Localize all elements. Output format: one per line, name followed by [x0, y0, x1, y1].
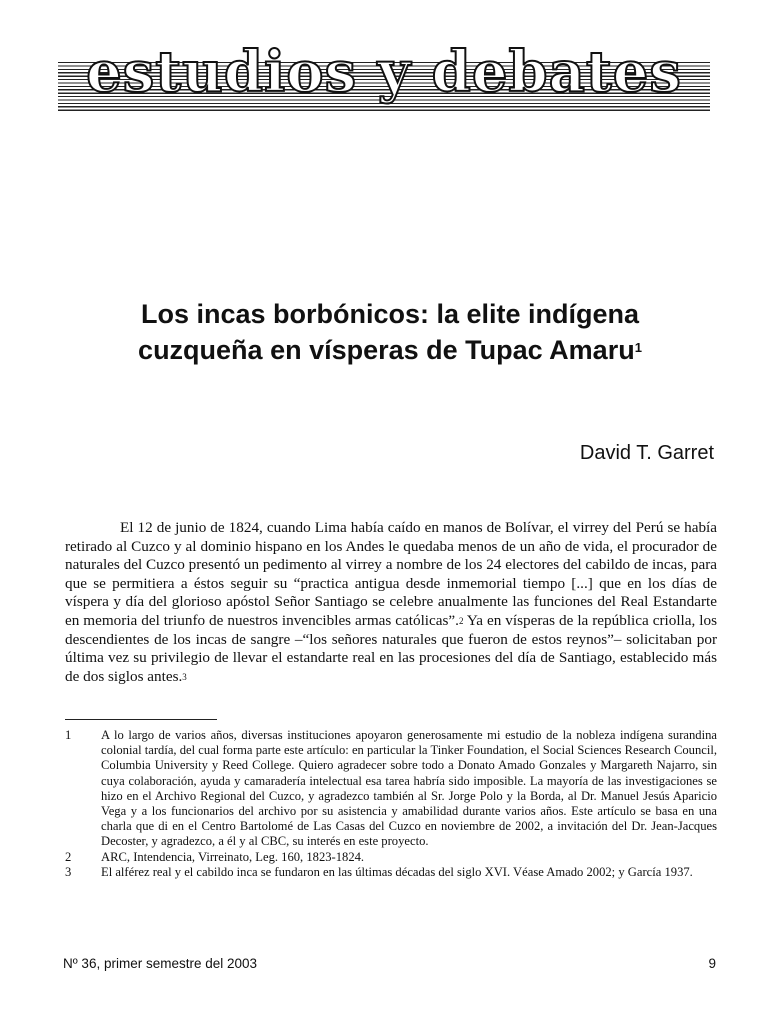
footnote-number: 3 [65, 864, 72, 879]
article-title-line-1: Los incas borbónicos: la elite indígena [140, 299, 640, 329]
author-name: David T. Garret [579, 442, 714, 464]
footnote-item [65, 865, 717, 880]
footnote-text: ARC, Intendencia, Virreinato, Leg. 160, 1823-1824. [101, 849, 365, 864]
footnote-text: El alférez real y el cabildo inca se fundaron en las últimas décadas del siglo XVI. Véase Amado 2002; y García 1937. [101, 864, 693, 879]
footnote-number: 1 [65, 728, 72, 742]
footnote-divider [65, 719, 217, 720]
footer-issue: Nº 36, primer semestre del 2003 [63, 956, 258, 971]
article-title-line-2-text: cuzqueña en vísperas de Tupac Amaru [138, 335, 635, 365]
article-title [60, 296, 720, 368]
footnote-number: 2 [65, 849, 72, 864]
footnote-text: A lo largo de varios años, diversas instituciones apoyaron generosamente mi estudio de la nobleza indígena surandina colonial tardía, del cual forma parte este artículo: en particular la Tinker Foundation, el Social Sciences Research Council, Columbia University y Reed College. Quiero agradecer sobre todo a Donato Amado Gonzales y Margareth Najarro, sin cuya colaboración, ayuda y camaradería intelectual esa tarea habría sido imposible. La mayoría de las investigaciones se hizo en el Archivo Regional del Cuzco, y agradezco también al Sr. Jorge Polo y la Borda, al Dr. Manuel Jesús Aparicio Vega y a los funcionarios del archivo por su asistencia y amabilidad durante varios años. Este artículo se basa en una charla que di en el Centro Bartolomé de Las Casas del Cuzco en noviembre de 2002, a invitación del Dr. Jean-Jacques Decoster, y agradezco, a él y al CBC, su interés en este proyecto. [101, 728, 717, 849]
page-number: 9 [708, 956, 716, 971]
footnotes-list [65, 728, 717, 880]
body-text-part-2: Ya en vísperas de la república criolla, los descendientes de los incas de sangre –“los señores naturales que fueron de estos reynos”– solicitaban por última vez su privilegio de llevar el estandarte real en las procesiones del día de Santiago, establecido más de dos siglos antes. [65, 611, 717, 685]
footnote-marker-2[interactable]: 2 [458, 615, 464, 626]
section-title: estudios y debates [86, 39, 682, 105]
footnote-marker-3[interactable]: 3 [182, 671, 187, 682]
article-title-line-2 [60, 332, 720, 368]
footnote-item [65, 850, 717, 865]
title-footnote-marker[interactable]: 1 [634, 340, 642, 355]
section-banner [58, 39, 710, 114]
body-paragraph [65, 519, 717, 686]
body-text-part-1: El 12 de junio de 1824, cuando Lima había caído en manos de Bolívar, el virrey del Perú se había retirado al Cuzco y al dominio hispano en los Andes le quedaba menos de un año de vida, el procurador de naturales del Cuzco presentó un pedimento al virrey a nombre de los 24 electores del cabildo de incas, para que se permitiera a éstos seguir su “practica antigua desde inmemorial tiempo [...] que en los días de víspera y día del glorioso apóstol Señor Santiago se celebre anualmente las funciones del Real Estandarte en memoria del triunfo de nuestros invencibles armas católicas”. [65, 519, 717, 629]
footnote-item [65, 728, 717, 850]
